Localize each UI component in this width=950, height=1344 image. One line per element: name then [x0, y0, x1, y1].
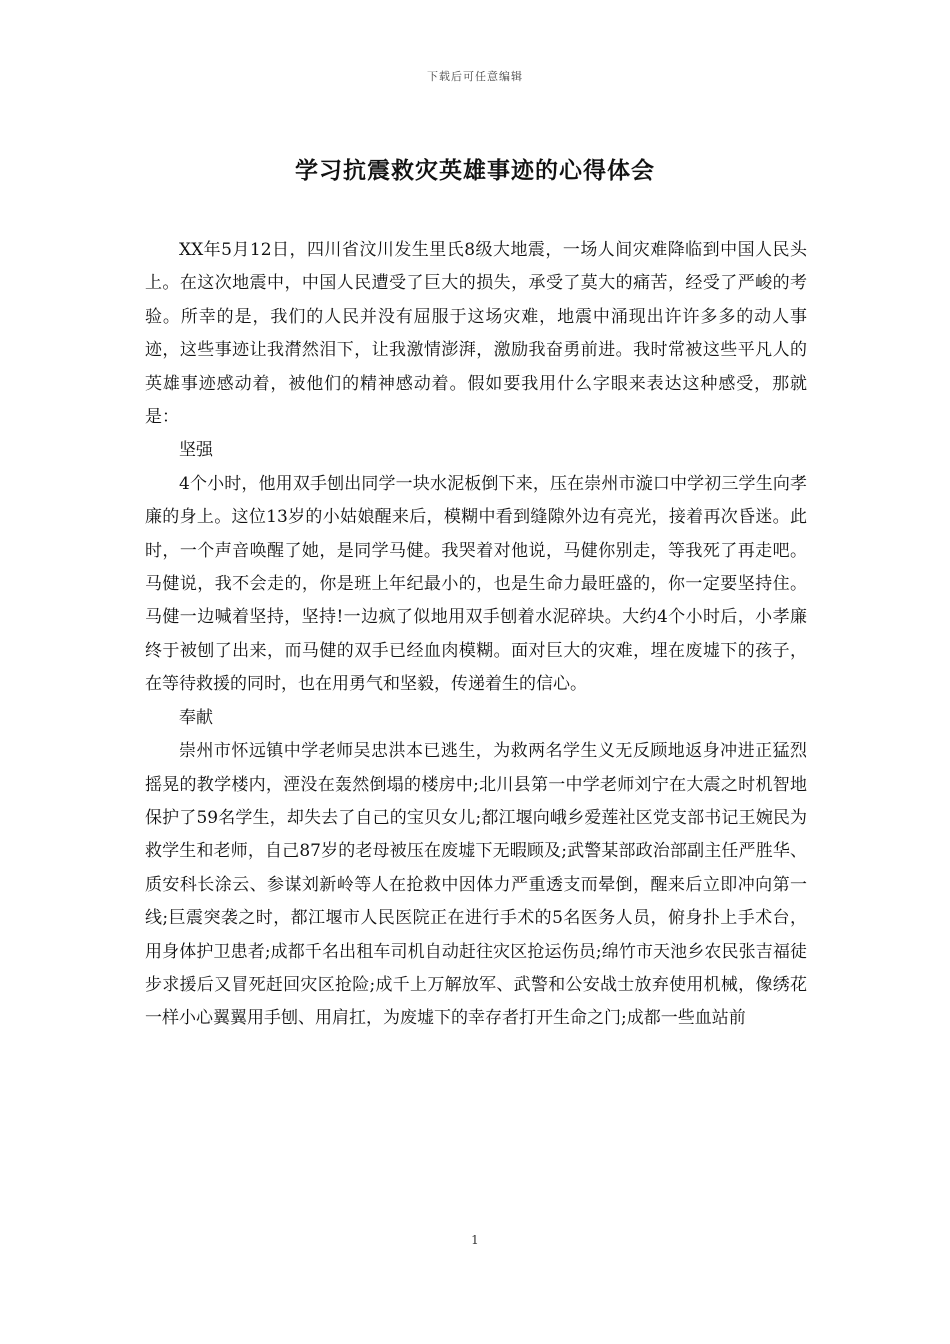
intro-paragraph: XX年5月12日，四川省汶川发生里氏8级大地震，一场人间灾难降临到中国人民头上。在这次地震中，中国人民遭受了巨大的损失，承受了莫大的痛苦，经受了严峻的考验。所幸的是，我们的人民并没有屈服于这场灾难，地震中涌现出许许多多的动人事迹，这些事迹让我潸然泪下，让我激情澎湃，激励我奋勇前进。我时常被这些平凡人的英雄事迹感动着，被他们的精神感动着。假如要我用什么字眼来表达这种感受，那就是： — [145, 240, 807, 428]
page-number: 1 — [471, 1233, 479, 1247]
section-heading-jianqiang: 坚强 — [179, 440, 213, 461]
section-heading-fengxian: 奉献 — [179, 707, 213, 728]
document-body — [145, 234, 807, 1036]
fengxian-paragraph: 崇州市怀远镇中学老师吴忠洪本已逃生，为救两名学生义无反顾地返身冲进正猛烈摇晃的教学楼内，湮没在轰然倒塌的楼房中;北川县第一中学老师刘宁在大震之时机智地保护了59名学生，却失去了自己的宝贝女儿;都江堰向峨乡爱莲社区党支部书记王婉民为救学生和老师，自己87岁的老母被压在废墟下无暇顾及;武警某部政治部副主任严胜华、质安科长涂云、参谋刘新岭等人在抢救中因体力严重透支而晕倒，醒来后立即冲向第一线;巨震突袭之时，都江堰市人民医院正在进行手术的5名医务人员，俯身扑上手术台，用身体护卫患者;成都千名出租车司机自动赶往灾区抢运伤员;绵竹市天池乡农民张吉福徒步求援后又冒死赶回灾区抢险;成千上万解放军、武警和公安战士放弃使用机械，像绣花一样小心翼翼用手刨、用肩扛，为废墟下的幸存者打开生命之门;成都一些血站前 — [145, 741, 807, 1029]
jianqiang-paragraph: 4个小时，他用双手刨出同学一块水泥板倒下来，压在崇州市漩口中学初三学生向孝廉的身上。这位13岁的小姑娘醒来后，模糊中看到缝隙外边有亮光，接着再次昏迷。此时，一个声音唤醒了她，是同学马健。我哭着对他说，马健你别走，等我死了再走吧。马健说，我不会走的，你是班上年纪最小的，也是生命力最旺盛的，你一定要坚持住。马健一边喊着坚持，坚持!一边疯了似地用双手刨着水泥碎块。大约4个小时后，小孝廉终于被刨了出来，而马健的双手已经血肉模糊。面对巨大的灾难，埋在废墟下的孩子，在等待救援的同时，也在用勇气和坚毅，传递着生的信心。 — [145, 473, 807, 695]
document-title: 学习抗震救灾英雄事迹的心得体会 — [295, 157, 655, 184]
page-header-note: 下载后可任意编辑 — [427, 70, 523, 83]
